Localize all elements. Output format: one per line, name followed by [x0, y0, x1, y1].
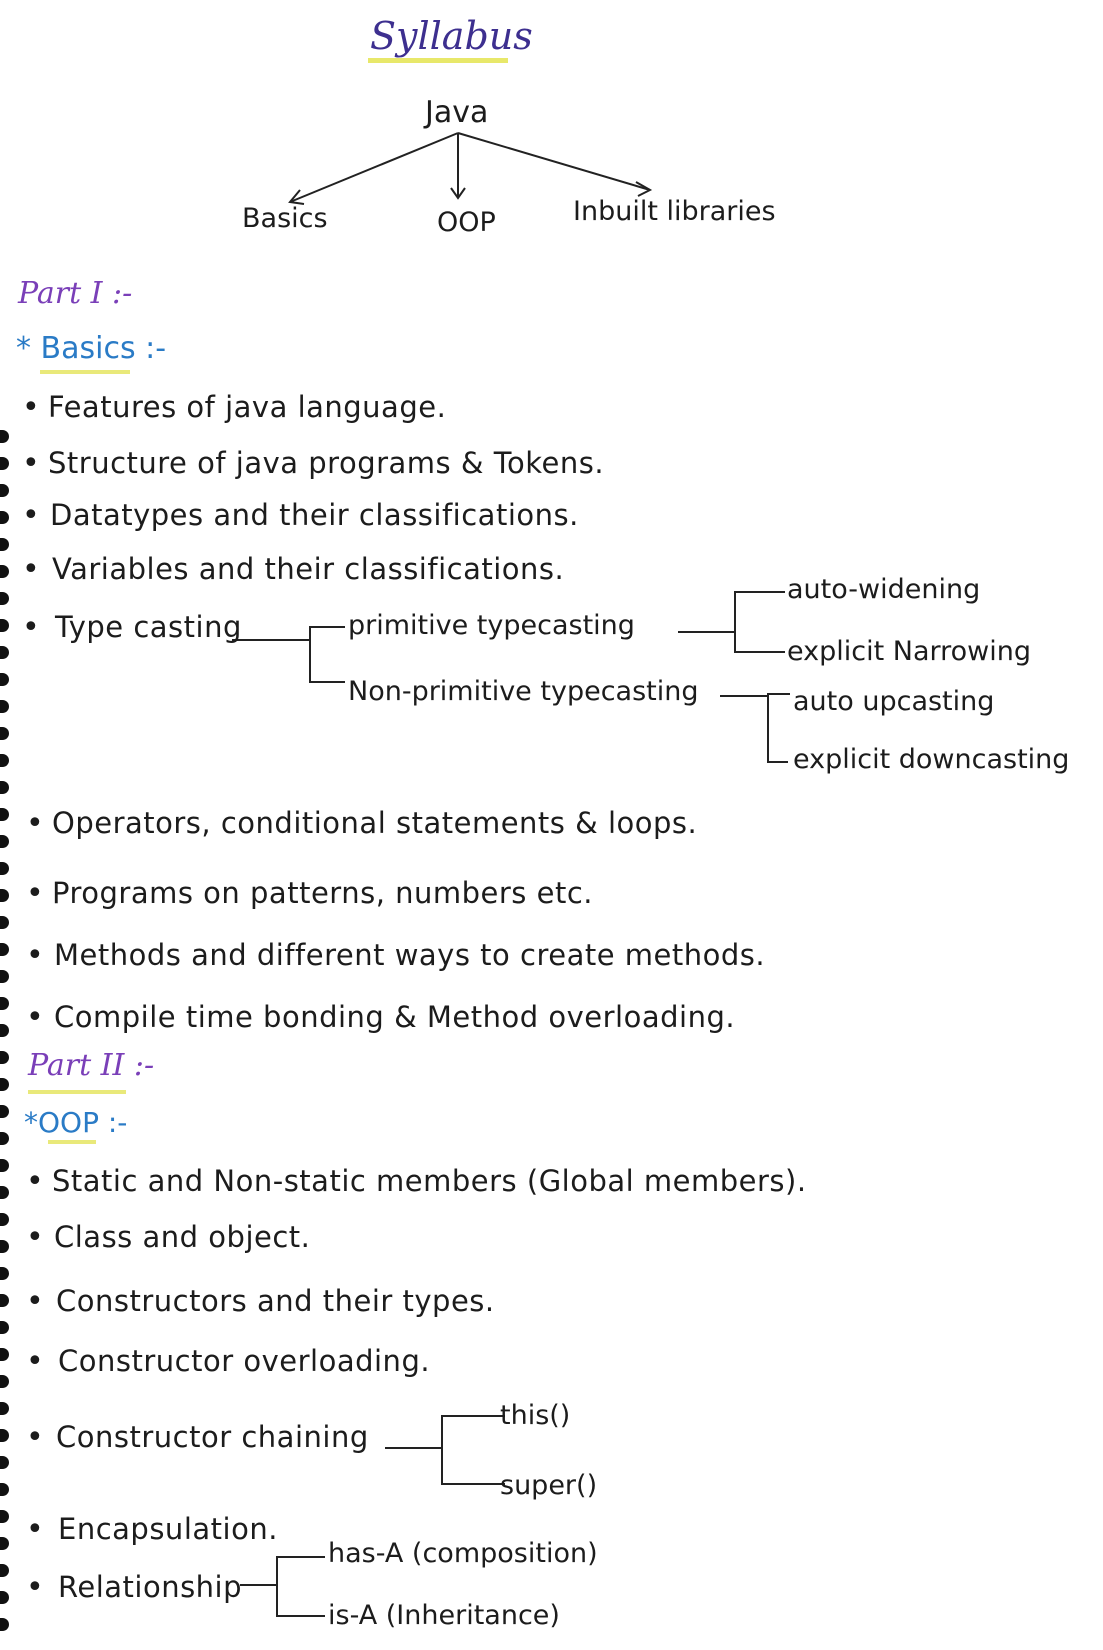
bullet-dot-icon: • — [22, 446, 40, 481]
list-item: Operators, conditional statements & loops. — [52, 806, 698, 840]
explicit-downcasting-label: explicit downcasting — [793, 744, 1070, 775]
list-item: Variables and their classifications. — [52, 552, 565, 586]
chaining-bracket — [442, 1416, 505, 1484]
nonprimitive-typecasting-label: Non-primitive typecasting — [348, 676, 699, 707]
tree-child-basics: Basics — [242, 203, 328, 234]
bullet-dot-icon: • — [26, 1164, 44, 1199]
primitive-bracket — [735, 592, 785, 652]
list-item: Encapsulation. — [58, 1512, 278, 1546]
oop-highlight — [48, 1140, 96, 1144]
part-2-heading: Part II :- — [28, 1048, 155, 1083]
list-item: Constructor overloading. — [58, 1344, 431, 1378]
section-basics-heading: * Basics :- — [16, 331, 167, 366]
has-a-label: has-A (composition) — [328, 1538, 598, 1569]
bullet-dot-icon: • — [22, 390, 40, 425]
bullet-dot-icon: • — [26, 1570, 44, 1605]
bullet-dot-icon: • — [26, 1512, 44, 1547]
relationship-bracket — [277, 1557, 325, 1616]
bullet-dot-icon: • — [22, 610, 40, 645]
auto-upcasting-label: auto upcasting — [793, 686, 995, 717]
bullet-dot-icon: • — [26, 1344, 44, 1379]
bullet-dot-icon: • — [26, 1000, 44, 1035]
arrow-to-basics — [290, 133, 458, 202]
list-item: Programs on patterns, numbers etc. — [52, 876, 594, 910]
bullet-dot-icon: • — [26, 1220, 44, 1255]
list-item: Methods and different ways to create methods. — [54, 938, 766, 972]
page-title: Syllabus — [370, 14, 533, 58]
list-item: Constructors and their types. — [56, 1284, 495, 1318]
bullet-dot-icon: • — [26, 1284, 44, 1319]
part-2-highlight — [28, 1090, 126, 1094]
primitive-typecasting-label: primitive typecasting — [348, 610, 635, 641]
tree-child-oop: OOP — [437, 207, 496, 238]
is-a-label: is-A (Inheritance) — [328, 1600, 560, 1631]
list-item-typecasting: Type casting — [55, 610, 242, 644]
list-item: Static and Non-static members (Global members). — [52, 1164, 807, 1198]
arrowhead-libraries — [636, 182, 650, 196]
typecasting-bracket — [310, 627, 345, 682]
arrow-to-libraries — [458, 133, 650, 190]
this-label: this() — [500, 1400, 571, 1431]
list-item-relationship: Relationship — [58, 1570, 243, 1604]
explicit-narrowing-label: explicit Narrowing — [787, 636, 1032, 667]
bullet-dot-icon: • — [26, 938, 44, 973]
list-item: Compile time bonding & Method overloading. — [54, 1000, 736, 1034]
part-1-heading: Part I :- — [18, 276, 133, 311]
list-item: Features of java language. — [48, 390, 447, 424]
list-item: Class and object. — [54, 1220, 311, 1254]
nonprimitive-bracket — [768, 694, 790, 762]
bullet-dot-icon: • — [26, 1420, 44, 1455]
section-oop-heading: *OOP :- — [24, 1106, 128, 1139]
list-item: Datatypes and their classifications. — [50, 498, 579, 532]
bullet-dot-icon: • — [22, 498, 40, 533]
bullet-dot-icon: • — [26, 806, 44, 841]
bullet-dot-icon: • — [22, 552, 40, 587]
list-item-constructor-chaining: Constructor chaining — [56, 1420, 369, 1454]
tree-root-java: Java — [425, 95, 489, 130]
list-item: Structure of java programs & Tokens. — [48, 446, 605, 480]
tree-child-libraries: Inbuilt libraries — [573, 196, 776, 227]
auto-widening-label: auto-widening — [787, 574, 981, 605]
super-label: super() — [500, 1470, 598, 1501]
basics-highlight — [40, 370, 130, 374]
bullet-dot-icon: • — [26, 876, 44, 911]
